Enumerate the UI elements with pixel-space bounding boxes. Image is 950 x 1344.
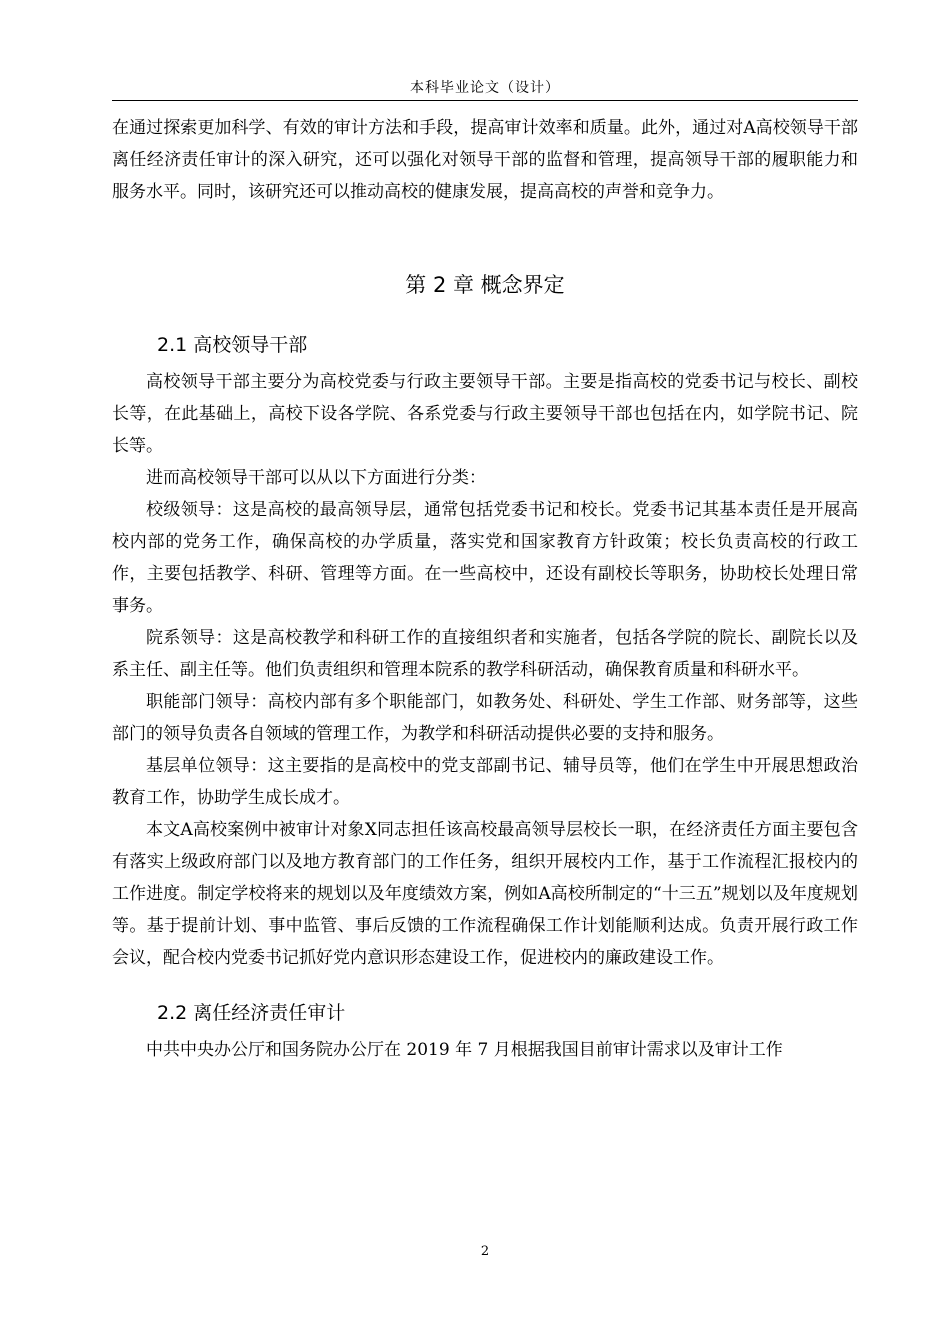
paragraph: 基层单位领导：这主要指的是高校中的党支部副书记、辅导员等，他们在学生中开展思想政治教育工作，协助学生成长成才。 <box>112 756 858 808</box>
page-header: 本科毕业论文（设计） <box>410 80 560 96</box>
document-body <box>112 112 858 1066</box>
page-number: 2 <box>480 1244 490 1259</box>
chapter-title: 第 2 章 概念界定 <box>405 273 565 297</box>
paragraph: 进而高校领导干部可以从以下方面进行分类： <box>146 468 486 488</box>
paragraph: 本文A高校案例中被审计对象X同志担任该高校最高领导层校长一职，在经济责任方面主要包含有落实上级政府部门以及地方教育部门的工作任务，组织开展校内工作，基于工作流程汇报校内的工作进度。制定学校将来的规划以及年度绩效方案，例如A高校所制定的“十三五”规划以及年度规划等。基于提前计划、事中监管、事后反馈的工作流程确保工作计划能顺利达成。负责开展行政工作会议，配合校内党委书记抓好党内意识形态建设工作，促进校内的廉政建设工作。 <box>112 820 858 968</box>
paragraph: 院系领导：这是高校教学和科研工作的直接组织者和实施者，包括各学院的院长、副院长以及系主任、副主任等。他们负责组织和管理本院系的教学科研活动，确保教育质量和科研水平。 <box>112 628 858 680</box>
paragraph: 校级领导：这是高校的最高领导层，通常包括党委书记和校长。党委书记其基本责任是开展高校内部的党务工作，确保高校的办学质量，落实党和国家教育方针政策；校长负责高校的行政工作，主要包括教学、科研、管理等方面。在一些高校中，还设有副校长等职务，协助校长处理日常事务。 <box>112 500 858 616</box>
paragraph: 中共中央办公厅和国务院办公厅在 2019 年 7 月根据我国目前审计需求以及审计工作 <box>146 1040 783 1060</box>
section-title-2-2: 2.2 离任经济责任审计 <box>157 1002 346 1024</box>
paragraph: 高校领导干部主要分为高校党委与行政主要领导干部。主要是指高校的党委书记与校长、副校长等，在此基础上，高校下设各学院、各系党委与行政主要领导干部也包括在内，如学院书记、院长等。 <box>112 372 858 456</box>
section-title-2-1: 2.1 高校领导干部 <box>157 334 308 356</box>
intro-paragraph: 在通过探索更加科学、有效的审计方法和手段，提高审计效率和质量。此外，通过对A高校领导干部离任经济责任审计的深入研究，还可以强化对领导干部的监督和管理，提高领导干部的履职能力和服务水平。同时，该研究还可以推动高校的健康发展，提高高校的声誉和竞争力。 <box>112 118 858 202</box>
paragraph: 职能部门领导：高校内部有多个职能部门，如教务处、科研处、学生工作部、财务部等，这些部门的领导负责各自领域的管理工作，为教学和科研活动提供必要的支持和服务。 <box>112 692 858 744</box>
header-rule <box>112 100 858 101</box>
